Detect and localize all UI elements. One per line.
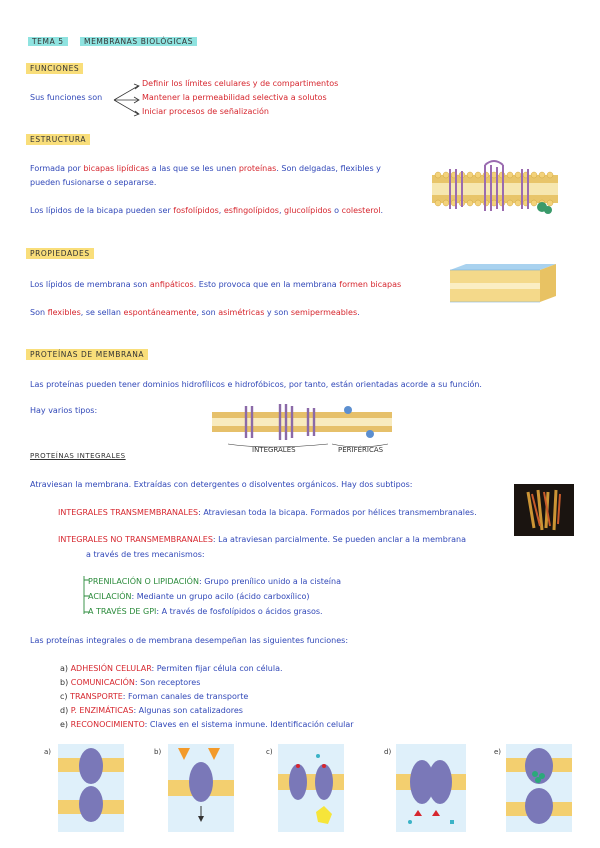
func-d: d) P. ENZIMÁTICAS: Algunas son catalizadores xyxy=(60,706,243,715)
panel-label-c: c) xyxy=(266,748,273,756)
mech-gpi: A TRAVÉS DE GPI: A través de fosfolípidos o ácidos grasos. xyxy=(88,607,323,616)
panel-c-transporte xyxy=(278,744,344,832)
bilayer-block-illustration xyxy=(440,262,560,307)
funcs-intro: Las proteínas integrales o de membrana desempeñan las siguientes funciones: xyxy=(30,636,349,645)
estructura-heading: ESTRUCTURA xyxy=(26,134,90,145)
estructura-line-3: Los lípidos de la bicapa pueden ser fosfolípidos, esfingolípidos, glucolípidos o colesterol. xyxy=(30,206,384,215)
estructura-line-1: Formada por bicapas lipídicas a las que se les unen proteínas. Son delgadas, flexibles y xyxy=(30,164,381,173)
func-c: c) TRANSPORTE: Forman canales de transporte xyxy=(60,692,249,701)
propiedades-heading: PROPIEDADES xyxy=(26,248,94,259)
func-a: a) ADHESIÓN CELULAR: Permiten fijar célula con célula. xyxy=(60,664,283,673)
page-title: MEMBRANAS BIOLÓGICAS xyxy=(80,37,197,46)
panel-b-comunicacion xyxy=(168,744,234,832)
panel-label-b: b) xyxy=(154,748,162,756)
panel-label-e: e) xyxy=(494,748,502,756)
funciones-lead: Sus funciones son xyxy=(30,93,103,102)
propiedades-line-1: Los lípidos de membrana son anfipáticos. Esto provoca que en la membrana formen bicapas xyxy=(30,280,402,289)
funcion-3: Iniciar procesos de señalización xyxy=(142,107,269,116)
proteinas-line-2: Hay varios tipos: xyxy=(30,406,98,415)
label-perifericas: PERIFÉRICAS xyxy=(338,446,384,454)
protein-structure-image xyxy=(514,484,574,536)
notrans-line-2: a través de tres mecanismos: xyxy=(86,550,205,559)
funcion-2: Mantener la permeabilidad selectiva a solutos xyxy=(142,93,327,102)
estructura-line-2: pueden fusionarse o separarse. xyxy=(30,178,157,187)
mech-prenilacion: PRENILACIÓN O LIPIDACIÓN: Grupo prenílico unido a la cisteína xyxy=(88,577,341,586)
funcion-1: Definir los límites celulares y de compartimentos xyxy=(142,79,339,88)
funciones-heading: FUNCIONES xyxy=(26,63,83,74)
trans-line: INTEGRALES TRANSMEMBRANALES: Atraviesan toda la bicapa. Formados por hélices transmembranales. xyxy=(58,508,477,517)
notrans-line: INTEGRALES NO TRANSMEMBRANALES: La atraviesan parcialmente. Se pueden anclar a la membrana xyxy=(58,535,467,544)
panel-a-adhesion xyxy=(58,744,124,832)
label-integrales: INTEGRALES xyxy=(252,446,296,454)
panel-e-reconocimiento xyxy=(506,744,572,832)
mech-acilacion: ACILACIÓN: Mediante un grupo acilo (ácido carboxílico) xyxy=(88,592,310,601)
proteinas-line-1: Las proteínas pueden tener dominios hidrofílicos e hidrofóbicos, por tanto, están orientadas acorde a su función. xyxy=(30,380,482,389)
proteinas-heading: PROTEÍNAS DE MEMBRANA xyxy=(26,349,148,360)
panel-label-a: a) xyxy=(44,748,52,756)
func-e: e) RECONOCIMIENTO: Claves en el sistema inmune. Identificación celular xyxy=(60,720,354,729)
panel-d-enzimaticas xyxy=(396,744,466,832)
func-b: b) COMUNICACIÓN: Son receptores xyxy=(60,678,201,687)
bracket-arrows xyxy=(112,80,142,120)
integrales-intro: Atraviesan la membrana. Extraídas con detergentes o disolventes orgánicos. Hay dos subtipos: xyxy=(30,480,413,489)
topic-tag: TEMA 5 xyxy=(28,37,68,46)
membrane-protein-illustration xyxy=(430,155,560,220)
integrales-heading: PROTEÍNAS INTEGRALES xyxy=(30,452,126,460)
panel-label-d: d) xyxy=(384,748,392,756)
propiedades-line-2: Son flexibles, se sellan espontáneamente, son asimétricas y son semipermeables. xyxy=(30,308,360,317)
